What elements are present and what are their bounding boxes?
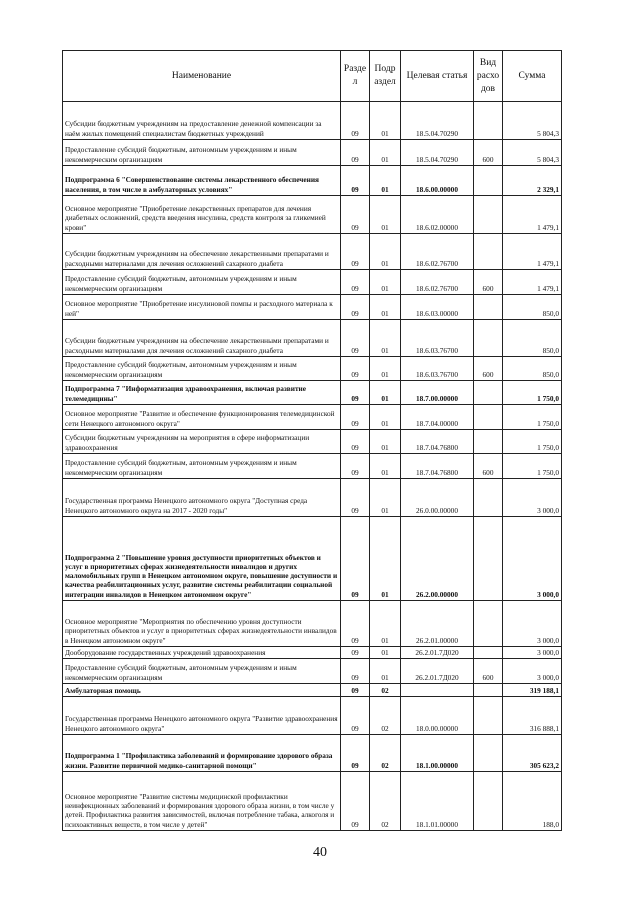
- cell-target: 18.1.00.00000: [401, 735, 474, 772]
- cell-razdel: 09: [341, 601, 370, 647]
- cell-vid: [474, 697, 503, 735]
- cell-podrazdel: 01: [370, 196, 401, 234]
- cell-target: 18.0.00.00000: [401, 697, 474, 735]
- cell-podrazdel: 01: [370, 102, 401, 140]
- cell-vid: 600: [474, 357, 503, 381]
- cell-target: 26.2.01.7Д020: [401, 659, 474, 684]
- cell-name: Государственная программа Ненецкого автономного округа "Развитие здравоохранения Ненецкого автономного округа": [63, 697, 341, 735]
- cell-sum: 316 888,1: [503, 697, 562, 735]
- cell-razdel: 09: [341, 684, 370, 697]
- cell-razdel: 09: [341, 295, 370, 320]
- cell-name: Подпрограмма 6 "Совершенствование системы лекарственного обеспечения населения, в том числе в амбулаторных условиях": [63, 166, 341, 196]
- cell-podrazdel: 01: [370, 357, 401, 381]
- header-sum: Сумма: [503, 51, 562, 102]
- cell-vid: [474, 684, 503, 697]
- cell-podrazdel: 01: [370, 234, 401, 270]
- cell-name: Подпрограмма 7 "Информатизация здравоохранения, включая развитие телемедицины": [63, 381, 341, 405]
- cell-razdel: 09: [341, 735, 370, 772]
- cell-sum: 1 750,0: [503, 381, 562, 405]
- page-number: 40: [313, 845, 327, 860]
- budget-table: [62, 50, 562, 831]
- table-row: [63, 735, 562, 772]
- cell-vid: [474, 196, 503, 234]
- header-name: Наименование: [63, 51, 341, 102]
- cell-vid: 600: [474, 270, 503, 295]
- cell-vid: [474, 295, 503, 320]
- cell-sum: 1 750,0: [503, 405, 562, 430]
- cell-razdel: 09: [341, 140, 370, 166]
- table-row: [63, 430, 562, 454]
- cell-razdel: 09: [341, 454, 370, 479]
- cell-podrazdel: 01: [370, 601, 401, 647]
- cell-razdel: 09: [341, 430, 370, 454]
- cell-razdel: 09: [341, 102, 370, 140]
- cell-sum: 3 000,0: [503, 647, 562, 659]
- table-row: [63, 517, 562, 601]
- cell-target: 18.6.03.00000: [401, 295, 474, 320]
- cell-target: 26.2.00.00000: [401, 517, 474, 601]
- cell-podrazdel: 01: [370, 405, 401, 430]
- cell-sum: 850,0: [503, 295, 562, 320]
- cell-name: Субсидии бюджетным учреждениям на обеспечение лекарственными препаратами и расходными материалами для лечения осложнений сахарного диабета: [63, 234, 341, 270]
- cell-target: 26.2.01.7Д020: [401, 647, 474, 659]
- cell-name: Основное мероприятие "Приобретение лекарственных препаратов для лечения диабетных осложнений, средств введения инсулина, средств контроля за гликемией крови": [63, 196, 341, 234]
- cell-target: 18.5.04.70290: [401, 102, 474, 140]
- header-vid: Вид расхо дов: [474, 51, 503, 102]
- cell-podrazdel: 02: [370, 684, 401, 697]
- cell-razdel: 09: [341, 517, 370, 601]
- cell-target: 18.7.04.76800: [401, 454, 474, 479]
- cell-vid: 600: [474, 140, 503, 166]
- cell-razdel: 09: [341, 357, 370, 381]
- cell-razdel: 09: [341, 647, 370, 659]
- cell-vid: [474, 405, 503, 430]
- cell-vid: [474, 102, 503, 140]
- cell-sum: 2 329,1: [503, 166, 562, 196]
- cell-vid: [474, 601, 503, 647]
- cell-name: Подпрограмма 2 "Повышение уровня доступности приоритетных объектов и услуг в приоритетных сферах жизнедеятельности инвалидов и других маломобильных групп в Ненецком автономном округе, повышение доступности и качества реабилитационных услуг, развитие системы реабилитации социальной интеграции инвалидов в Ненецком автономном округе": [63, 517, 341, 601]
- table-row: [63, 102, 562, 140]
- cell-vid: [474, 381, 503, 405]
- cell-podrazdel: 01: [370, 320, 401, 357]
- cell-podrazdel: 02: [370, 697, 401, 735]
- cell-target: 18.7.04.76800: [401, 430, 474, 454]
- cell-vid: [474, 479, 503, 517]
- cell-sum: 3 000,0: [503, 601, 562, 647]
- cell-podrazdel: 01: [370, 454, 401, 479]
- cell-target: 26.2.01.00000: [401, 601, 474, 647]
- cell-podrazdel: 01: [370, 270, 401, 295]
- cell-podrazdel: 01: [370, 140, 401, 166]
- cell-sum: 188,0: [503, 772, 562, 831]
- cell-razdel: 09: [341, 772, 370, 831]
- cell-name: Предоставление субсидий бюджетным, автономным учреждениям и иным некоммерческим организациям: [63, 659, 341, 684]
- cell-vid: [474, 517, 503, 601]
- cell-razdel: 09: [341, 270, 370, 295]
- cell-razdel: 09: [341, 320, 370, 357]
- table-row: [63, 166, 562, 196]
- cell-target: 18.6.02.76700: [401, 270, 474, 295]
- cell-name: Субсидии бюджетным учреждениям на предоставление денежной компенсации за наём жилых помещений специалистам бюджетных учреждений: [63, 102, 341, 140]
- cell-target: 18.1.01.00000: [401, 772, 474, 831]
- cell-podrazdel: 01: [370, 517, 401, 601]
- cell-name: Основное мероприятие "Развитие системы медицинской профилактики неинфекционных заболеваний и формирования здорового образа жизни, в том числе у детей. Профилактика развития зависимостей, включая потребление табака, алкоголя и психоактивных веществ, в том числе у детей": [63, 772, 341, 831]
- cell-razdel: 09: [341, 697, 370, 735]
- cell-podrazdel: 01: [370, 166, 401, 196]
- cell-sum: 1 479,1: [503, 234, 562, 270]
- table-row: [63, 454, 562, 479]
- table-row: [63, 357, 562, 381]
- table-row: [63, 479, 562, 517]
- header-row: [63, 51, 562, 102]
- cell-name: Основное мероприятие "Развитие и обеспечение функционирования телемедицинской сети Ненецкого автономного округа": [63, 405, 341, 430]
- cell-razdel: 09: [341, 196, 370, 234]
- cell-sum: 5 804,3: [503, 102, 562, 140]
- cell-vid: [474, 735, 503, 772]
- cell-vid: [474, 234, 503, 270]
- header-razdel: Разде л: [341, 51, 370, 102]
- cell-podrazdel: 01: [370, 430, 401, 454]
- cell-podrazdel: 02: [370, 735, 401, 772]
- table-row: [63, 295, 562, 320]
- table-row: [63, 601, 562, 647]
- table-row: [63, 647, 562, 659]
- table-row: [63, 697, 562, 735]
- cell-name: Предоставление субсидий бюджетным, автономным учреждениям и иным некоммерческим организациям: [63, 270, 341, 295]
- cell-name: Основное мероприятие "Мероприятия по обеспечению уровня доступности приоритетных объектов и услуг в приоритетных сферах жизнедеятельности инвалидов в Ненецком автономном округе": [63, 601, 341, 647]
- cell-name: Субсидии бюджетным учреждениям на мероприятия в сфере информатизации здравоохранения: [63, 430, 341, 454]
- cell-vid: 600: [474, 454, 503, 479]
- header-podrazdel: Подр аздел: [370, 51, 401, 102]
- cell-name: Амбулаторная помощь: [63, 684, 341, 697]
- table-row: [63, 140, 562, 166]
- cell-name: Предоставление субсидий бюджетным, автономным учреждениям и иным некоммерческим организациям: [63, 357, 341, 381]
- cell-razdel: 09: [341, 234, 370, 270]
- cell-name: Основное мероприятие "Приобретение инсулиновой помпы и расходного материала к ней": [63, 295, 341, 320]
- cell-vid: [474, 320, 503, 357]
- cell-podrazdel: 01: [370, 647, 401, 659]
- cell-target: 18.6.03.76700: [401, 320, 474, 357]
- cell-razdel: 09: [341, 479, 370, 517]
- table-row: [63, 234, 562, 270]
- cell-sum: 305 623,2: [503, 735, 562, 772]
- cell-razdel: 09: [341, 659, 370, 684]
- cell-vid: [474, 772, 503, 831]
- table-row: [63, 405, 562, 430]
- cell-sum: 850,0: [503, 357, 562, 381]
- table-row: [63, 196, 562, 234]
- table-row: [63, 659, 562, 684]
- table-row: [63, 381, 562, 405]
- cell-sum: 1 750,0: [503, 454, 562, 479]
- cell-podrazdel: 01: [370, 295, 401, 320]
- cell-vid: [474, 647, 503, 659]
- table-row: [63, 270, 562, 295]
- cell-target: 18.7.00.00000: [401, 381, 474, 405]
- cell-sum: 1 750,0: [503, 430, 562, 454]
- cell-sum: 319 188,1: [503, 684, 562, 697]
- cell-vid: [474, 430, 503, 454]
- cell-sum: 1 479,1: [503, 270, 562, 295]
- cell-sum: 3 000,0: [503, 479, 562, 517]
- cell-razdel: 09: [341, 166, 370, 196]
- cell-target: 18.6.03.76700: [401, 357, 474, 381]
- table-row: [63, 772, 562, 831]
- cell-name: Государственная программа Ненецкого автономного округа "Доступная среда Ненецкого автономного округа на 2017 - 2020 годы": [63, 479, 341, 517]
- cell-name: Дооборудование государственных учреждений здравоохранения: [63, 647, 341, 659]
- cell-target: 18.6.02.76700: [401, 234, 474, 270]
- cell-sum: 3 000,0: [503, 517, 562, 601]
- cell-sum: 5 804,3: [503, 140, 562, 166]
- cell-name: Предоставление субсидий бюджетным, автономным учреждениям и иным некоммерческим организациям: [63, 140, 341, 166]
- cell-target: 18.6.02.00000: [401, 196, 474, 234]
- cell-target: 18.6.00.00000: [401, 166, 474, 196]
- cell-podrazdel: 01: [370, 659, 401, 684]
- cell-podrazdel: 01: [370, 479, 401, 517]
- cell-vid: [474, 166, 503, 196]
- cell-razdel: 09: [341, 405, 370, 430]
- cell-podrazdel: 01: [370, 381, 401, 405]
- header-target: Целевая статья: [401, 51, 474, 102]
- cell-sum: 3 000,0: [503, 659, 562, 684]
- cell-podrazdel: 02: [370, 772, 401, 831]
- cell-name: Предоставление субсидий бюджетным, автономным учреждениям и иным некоммерческим организациям: [63, 454, 341, 479]
- cell-target: 26.0.00.00000: [401, 479, 474, 517]
- cell-razdel: 09: [341, 381, 370, 405]
- cell-target: [401, 684, 474, 697]
- cell-name: Подпрограмма 1 "Профилактика заболеваний и формирование здорового образа жизни. Развитие первичной медико-санитарной помощи": [63, 735, 341, 772]
- cell-name: Субсидии бюджетным учреждениям на обеспечение лекарственными препаратами и расходными материалами для лечения осложнений сахарного диабета: [63, 320, 341, 357]
- cell-target: 18.5.04.70290: [401, 140, 474, 166]
- table-row: [63, 320, 562, 357]
- cell-target: 18.7.04.00000: [401, 405, 474, 430]
- cell-vid: 600: [474, 659, 503, 684]
- cell-sum: 1 479,1: [503, 196, 562, 234]
- table-row: [63, 684, 562, 697]
- cell-sum: 850,0: [503, 320, 562, 357]
